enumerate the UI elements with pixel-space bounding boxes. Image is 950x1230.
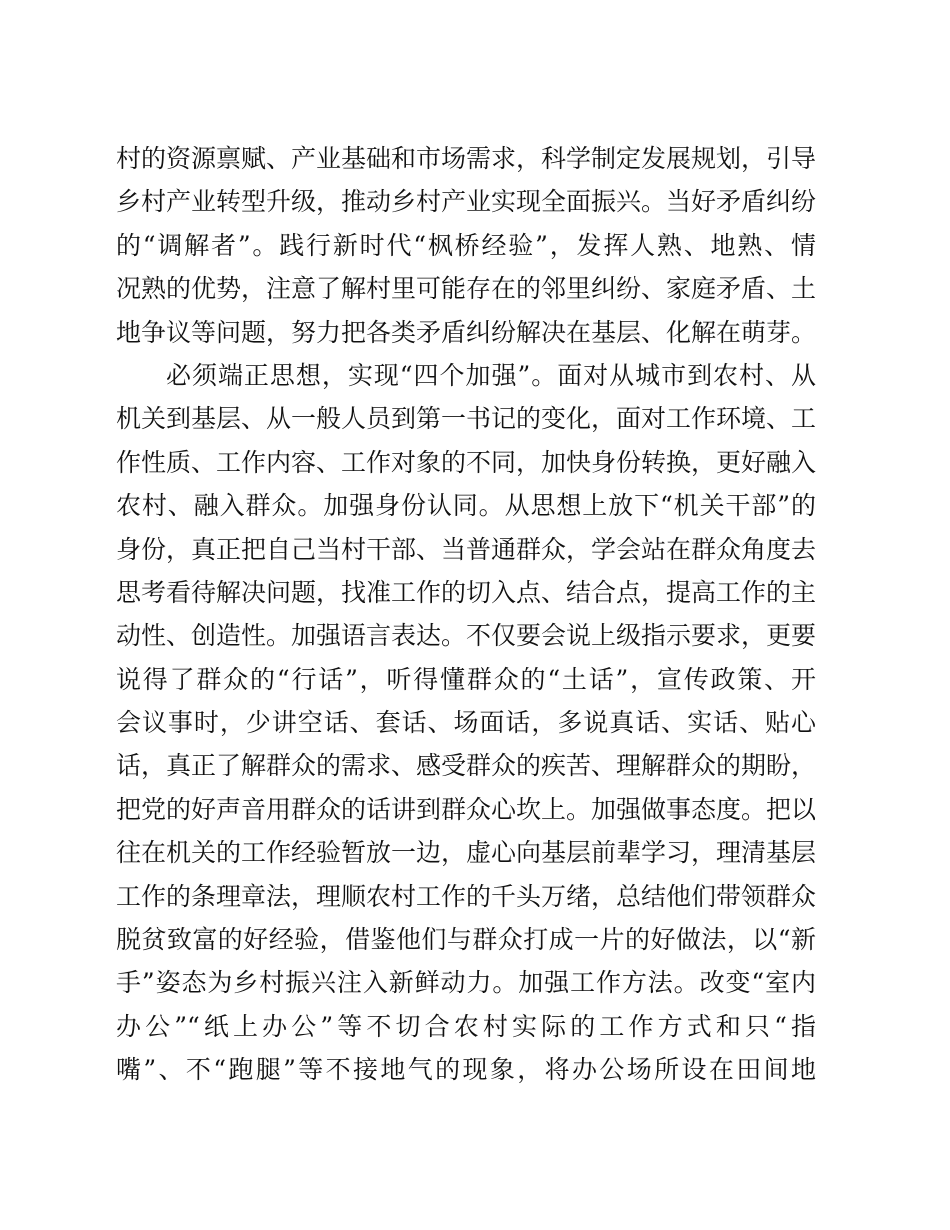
text-line: 脱贫致富的好经验，借鉴他们与群众打成一片的好做法，以“新 bbox=[116, 925, 816, 955]
text-line: 的“调解者”。践行新时代“枫桥经验”，发挥人熟、地熟、情 bbox=[116, 230, 816, 260]
text-line: 身份，真正把自己当村干部、当普通群众，学会站在群众角度去 bbox=[116, 534, 817, 564]
text-line: 机关到基层、从一般人员到第一书记的变化，面对工作环境、工 bbox=[116, 404, 817, 434]
text-line: 工作的条理章法，理顺农村工作的千头万绪，总结他们带领群众 bbox=[116, 881, 817, 911]
text-line: 嘴”、不“跑腿”等不接地气的现象，将办公场所设在田间地 bbox=[116, 1055, 816, 1085]
text-line: 办公”“纸上办公”等不切合农村实际的工作方式和只“指 bbox=[116, 1011, 816, 1041]
text-line: 说得了群众的“行话”，听得懂群众的“土话”，宣传政策、开 bbox=[116, 664, 816, 694]
text-line: 手”姿态为乡村振兴注入新鲜动力。加强工作方法。改变“室内 bbox=[116, 968, 816, 998]
text-line: 村的资源禀赋、产业基础和市场需求，科学制定发展规划，引导 bbox=[116, 144, 817, 173]
text-line: 作性质、工作内容、工作对象的不同，加快身份转换，更好融入 bbox=[116, 447, 817, 477]
text-line: 农村、融入群众。加强身份认同。从思想上放下“机关干部”的 bbox=[116, 491, 816, 521]
text-line: 乡村产业转型升级，推动乡村产业实现全面振兴。当好矛盾纠纷 bbox=[116, 187, 817, 217]
text-line: 往在机关的工作经验暂放一边，虚心向基层前辈学习，理清基层 bbox=[116, 838, 817, 868]
text-line: 把党的好声音用群众的话讲到群众心坎上。加强做事态度。把以 bbox=[116, 794, 817, 824]
text-line: 思考看待解决问题，找准工作的切入点、结合点，提高工作的主 bbox=[116, 577, 817, 607]
text-line: 话，真正了解群众的需求、感受群众的疾苦、理解群众的期盼， bbox=[116, 751, 817, 781]
body-text bbox=[116, 137, 816, 1092]
text-line: 会议事时，少讲空话、套话、场面话，多说真话、实话、贴心 bbox=[116, 708, 816, 738]
text-line: 必须端正思想，实现“四个加强”。面对从城市到农村、从 bbox=[166, 360, 816, 390]
text-line: 况熟的优势，注意了解村里可能存在的邻里纠纷、家庭矛盾、土 bbox=[116, 274, 817, 304]
text-line: 动性、创造性。加强语言表达。不仅要会说上级指示要求，更要 bbox=[116, 621, 817, 651]
text-line: 地争议等问题，努力把各类矛盾纠纷解决在基层、化解在萌芽。 bbox=[116, 317, 817, 347]
